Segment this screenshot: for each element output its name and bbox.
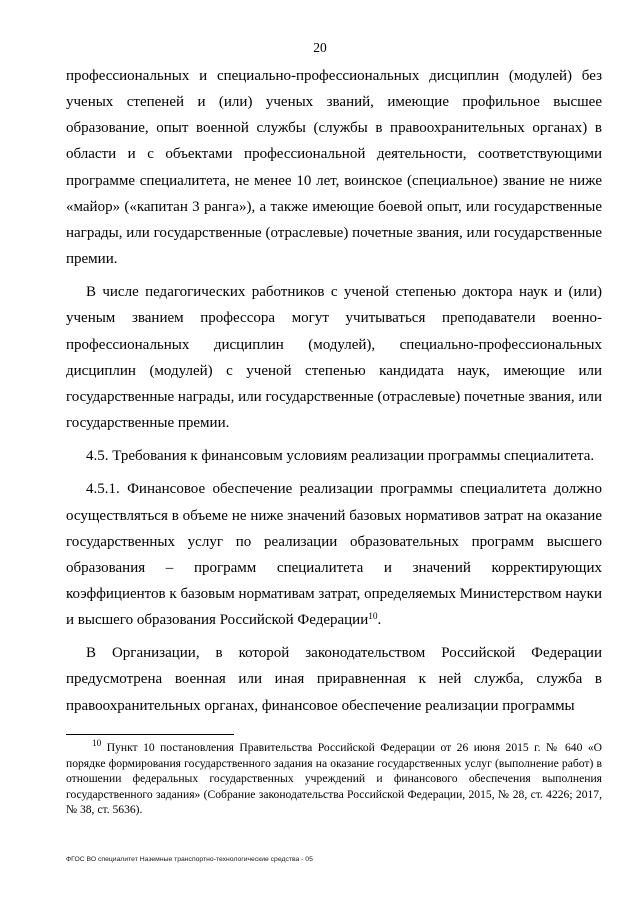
footnote-text: Пункт 10 постановления Правительства Российской Федерации от 26 июня 2015 г. № 640 «О порядке формирования государственного задания на оказание государственных услуг (выполнение работ) в отношении федеральных государственных учреждений и финансового обеспечения выполнения государственного задания» (Собрание законодательства Российской Федерации, 2015, № 28, ст. 4226; 2017, № 38, ст. 5636).: [66, 741, 602, 816]
page-footer: ФГОС ВО специалитет Наземные транспортно-технологические средства - 05: [66, 856, 313, 863]
paragraph-1: профессиональных и специально-профессиональных дисциплин (модулей) без ученых степеней и (или) ученых званий, имеющие профильное высшее образование, опыт военной службы (службы в правоохранительных органах) в области и с объектами профессиональной деятельности, соответствующими программе специалитета, не менее 10 лет, воинское (специальное) звание не ниже «майор» («капитан 3 ранга»), а также имеющие боевой опыт, или государственные награды, или государственные (отраслевые) почетные звания, или государственные премии.: [66, 68, 602, 268]
paragraph-2: В числе педагогических работников с ученой степенью доктора наук и (или) ученым званием профессора могут учитываться преподаватели военно-профессиональных дисциплин (модулей), специально-профессиональных дисциплин (модулей) с ученой степенью кандидата наук, имеющие или государственные награды, или государственные (отраслевые) почетные звания, или государственные премии.: [66, 284, 602, 432]
paragraph-4-5-1-end: .: [377, 612, 382, 629]
footnote-mark: 10: [92, 738, 102, 749]
footnote-divider: [66, 734, 234, 735]
paragraph-4-5-1: [66, 476, 602, 633]
body-text: [66, 63, 602, 719]
paragraph-4-5-1-text: 4.5.1. Финансовое обеспечение реализации программы специалитета должно осуществляться в объеме не ниже значений базовых нормативов затрат на оказание государственных услуг по реализации образовательных программ высшего образования – программ специалитета и значений корректирующих коэффициентов к базовым нормативам затрат, определяемых Министерством науки и высшего образования Российской Федерации: [66, 481, 602, 629]
footnote: [66, 740, 602, 818]
page-number: 20: [313, 40, 327, 55]
paragraph-5: В Организации, в которой законодательством Российской Федерации предусмотрена военная или иная приравненная к ней служба, служба в правоохранительных органах, финансовое обеспечение реализации программы: [66, 645, 602, 714]
section-heading-4-5: 4.5. Требования к финансовым условиям реализации программы специалитета.: [86, 448, 595, 465]
footnote-reference: 10: [368, 612, 378, 623]
